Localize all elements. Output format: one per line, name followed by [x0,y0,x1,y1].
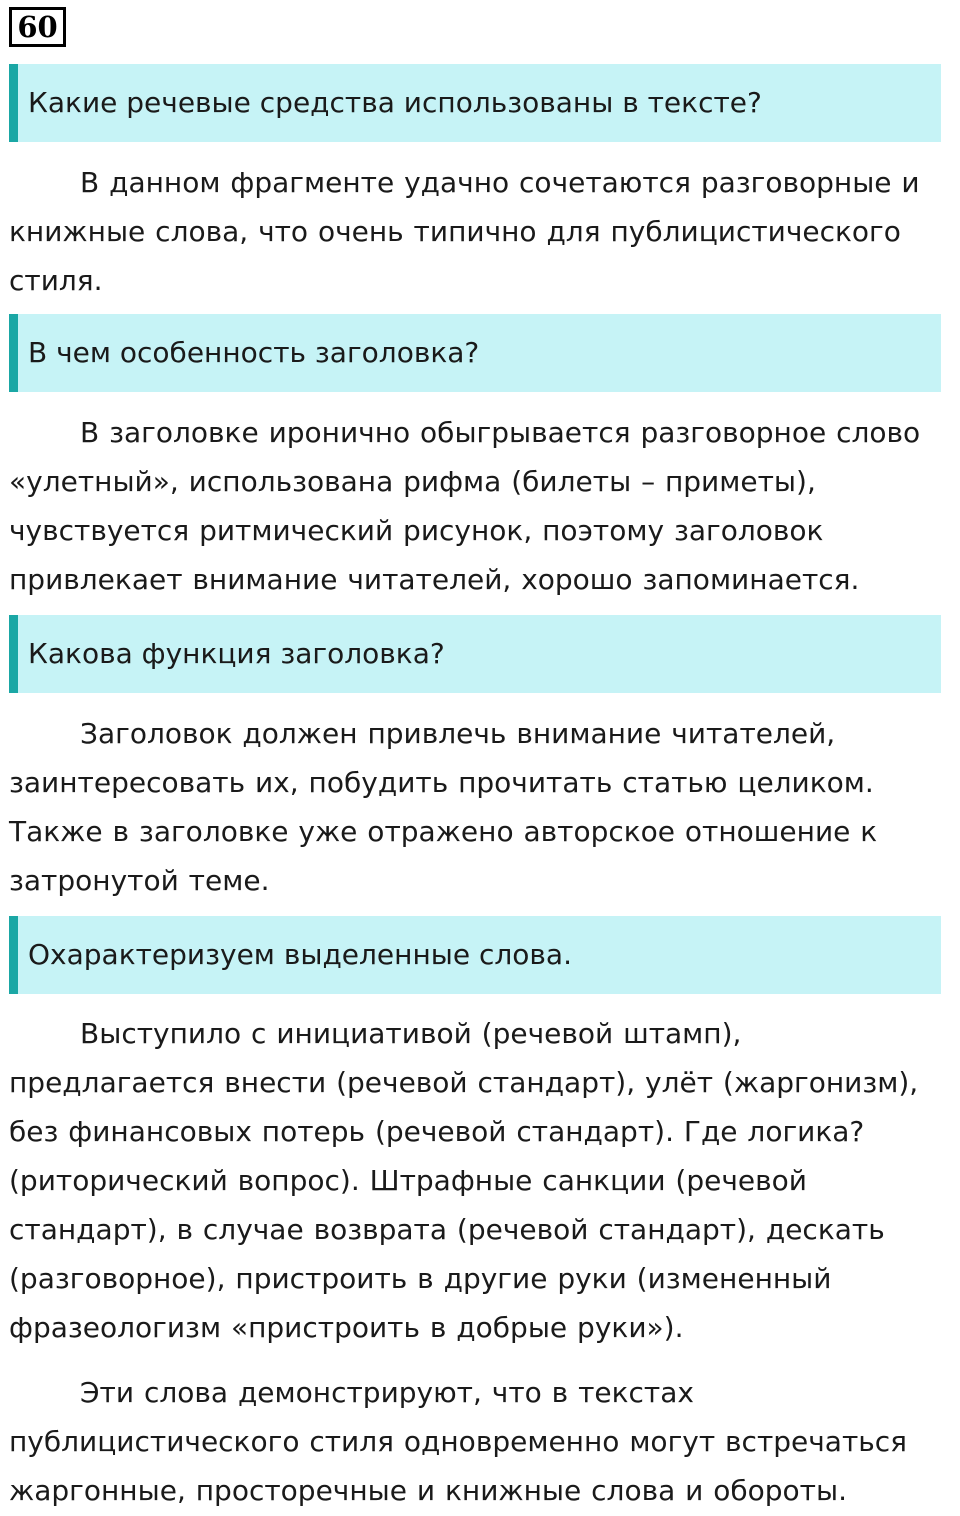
task-number: 60 [9,7,66,47]
answer-paragraph-5: Эти слова демонстрируют, что в текстах публицистического стиля одновременно могут встречаться жаргонные, просторечные и книжные слова и обороты. [9,1376,908,1507]
answer-paragraph-1: В данном фрагменте удачно сочетаются разговорные и книжные слова, что очень типично для публицистического стиля. [9,166,920,297]
answer-paragraph-2: В заголовке иронично обыгрывается разговорное слово «улетный», использована рифма (билеты – приметы), чувствуется ритмический рисунок, поэтому заголовок привлекает внимание читателей, хорошо запоминается. [9,416,921,596]
answer-paragraph-4: Выступило с инициативой (речевой штамп), предлагается внести (речевой стандарт), улёт (жаргонизм), без финансовых потерь (речевой стандарт). Где логика? (риторический вопрос). Штрафные санкции (речевой стандарт), в случае возврата (речевой стандарт), дескать (разговорное), пристроить в другие руки (измененный фразеологизм «пристроить в добрые руки»). [9,1017,919,1344]
question-heading-4: Охарактеризуем выделенные слова. [9,916,941,994]
answer-paragraph-3: Заголовок должен привлечь внимание читателей, заинтересовать их, побудить прочитать статью целиком. Также в заголовке уже отражено авторское отношение к затронутой теме. [9,717,878,897]
question-heading-1: Какие речевые средства использованы в тексте? [9,64,941,142]
question-heading-2: В чем особенность заголовка? [9,314,941,392]
question-heading-3: Какова функция заголовка? [9,615,941,693]
